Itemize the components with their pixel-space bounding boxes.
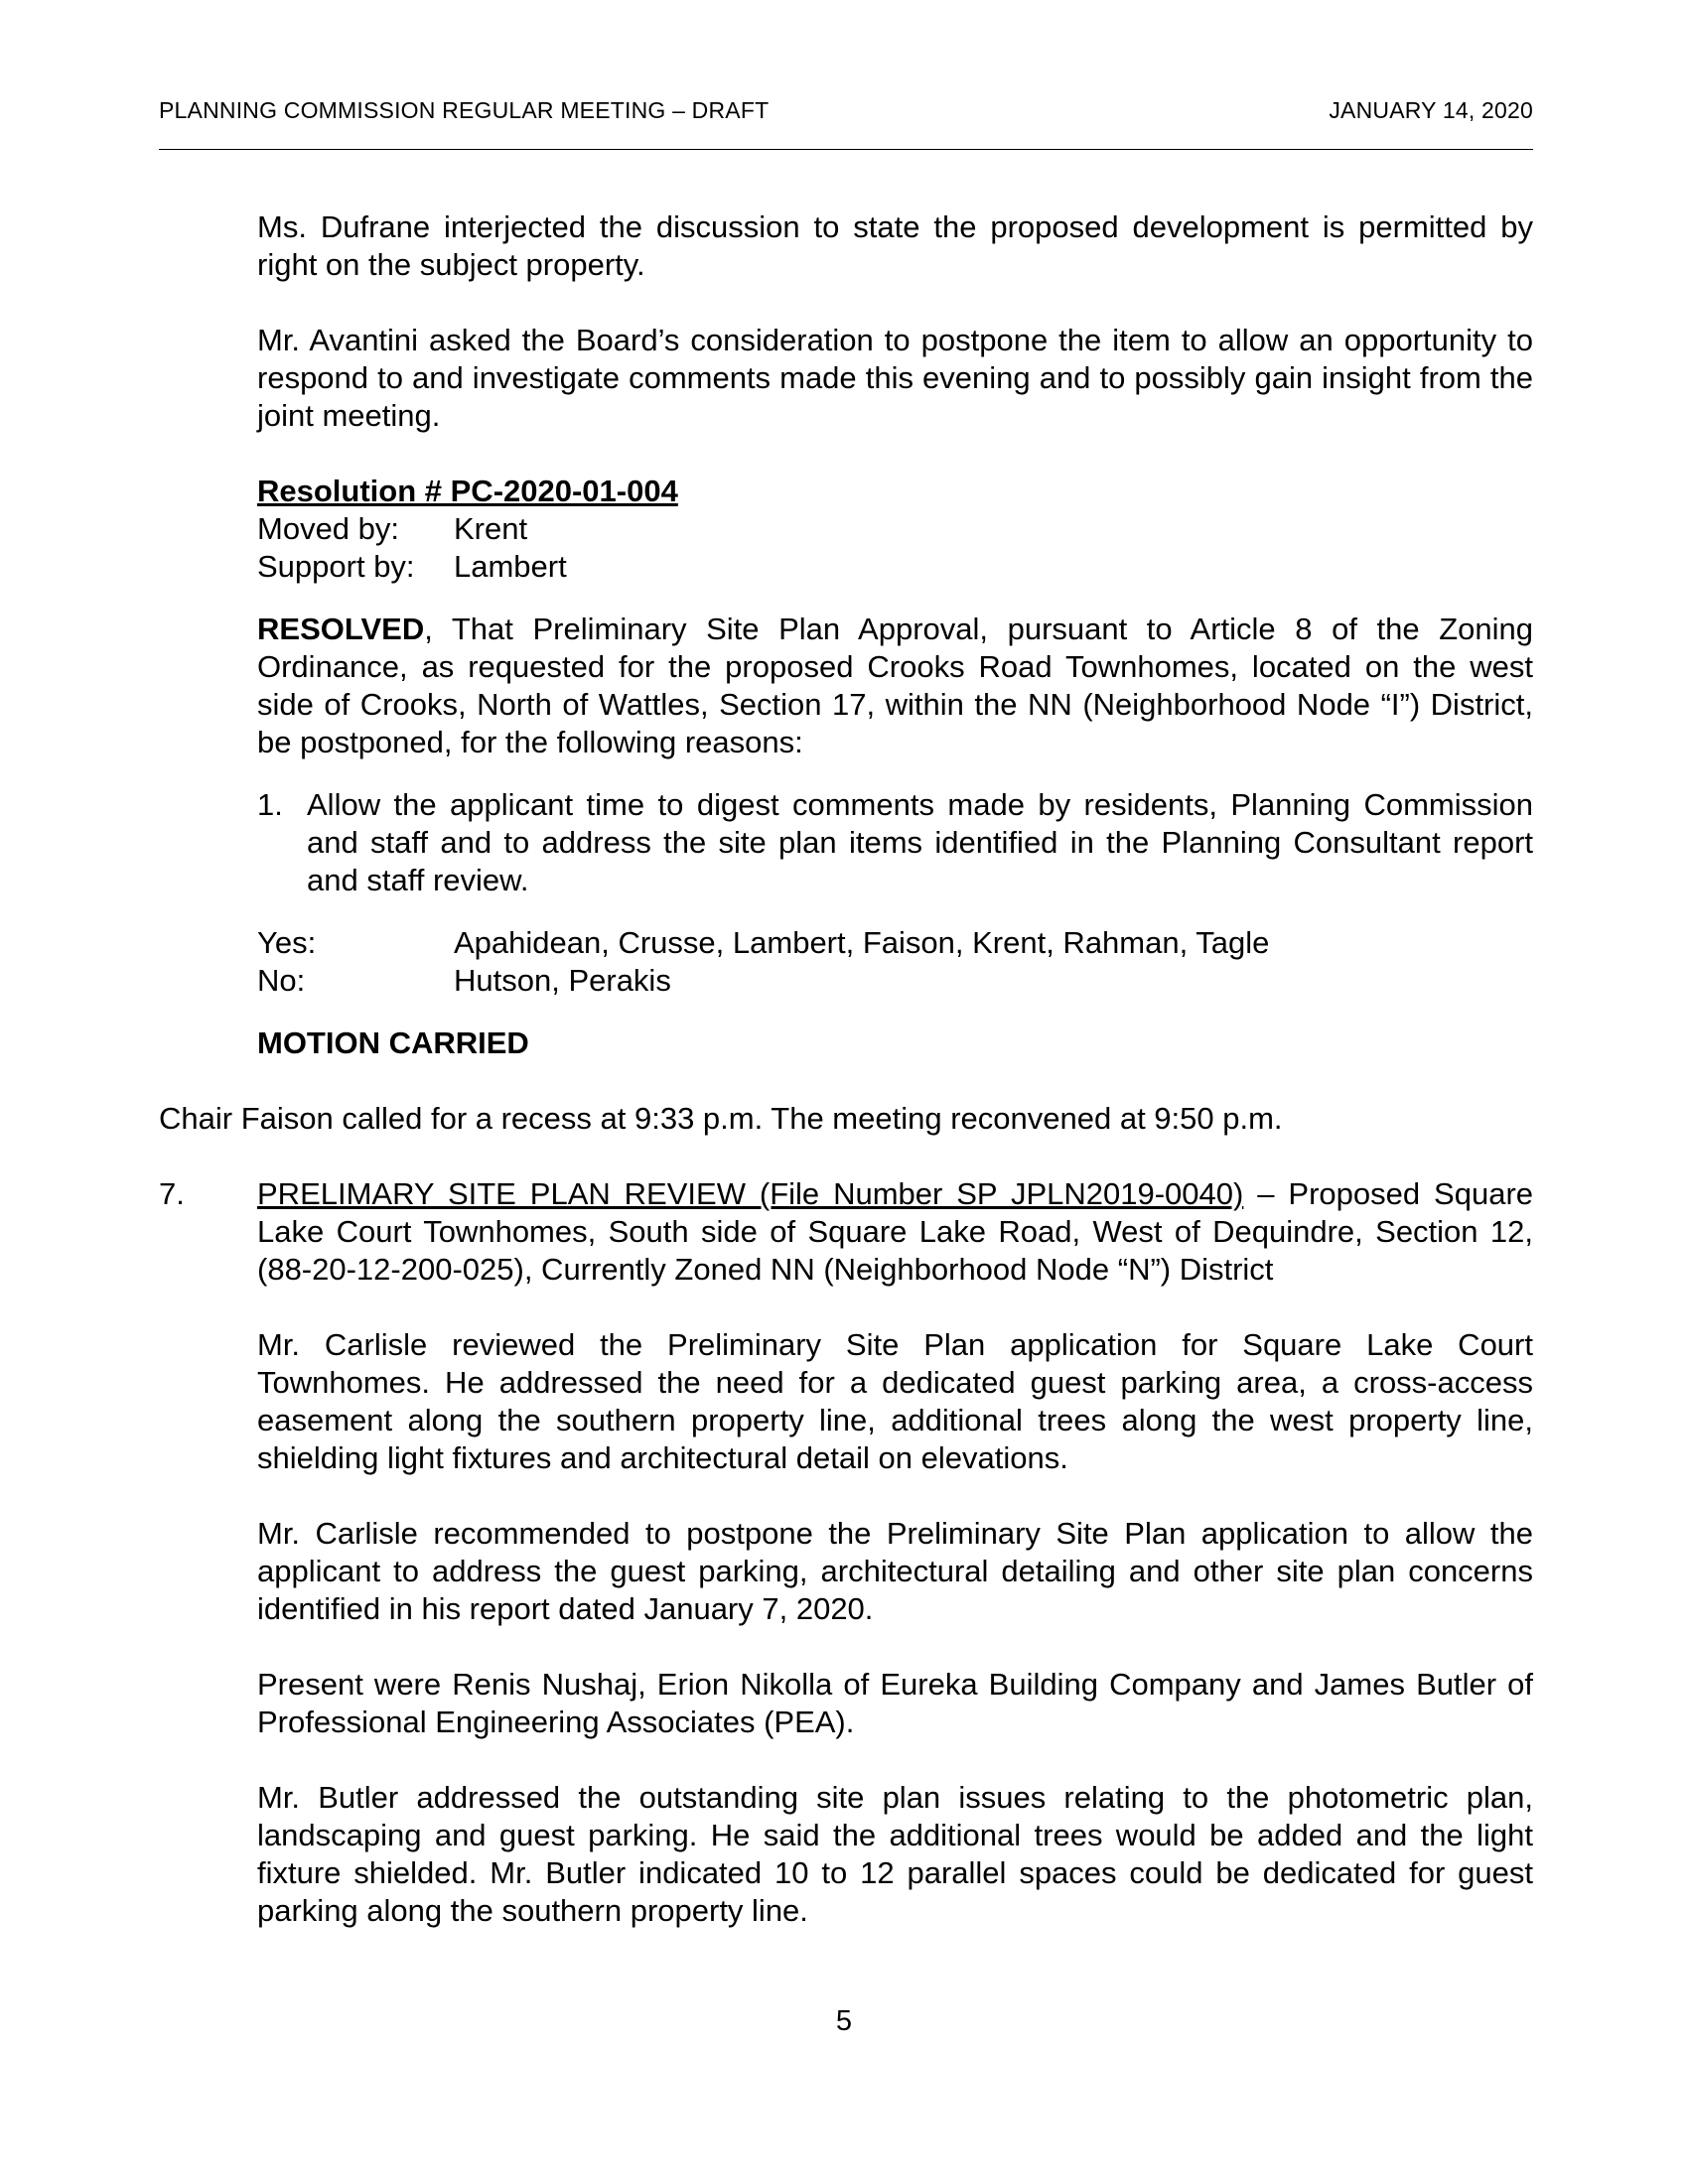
header-title: PLANNING COMMISSION REGULAR MEETING – DRAFT [159, 97, 770, 123]
moved-by-value: Krent [454, 511, 528, 546]
agenda-item-title [257, 1175, 1533, 1289]
paragraph-carlisle-review: Mr. Carlisle reviewed the Preliminary Site Plan application for Square Lake Court Townhomes. He addressed the need for a dedicated guest parking area, a cross-access easement along the southern property line, additional trees along the west property line, shielding light fixtures and architectural detail on elevations. [257, 1327, 1533, 1475]
agenda-item-title-underlined: PRELIMARY SITE PLAN REVIEW (File Number SP JPLN2019-0040) [257, 1176, 1244, 1211]
reason-list-item [257, 786, 1533, 899]
resolution-block [257, 473, 1533, 1062]
document-body [159, 208, 1533, 1930]
reason-text: Allow the applicant time to digest comments made by residents, Planning Commission and staff and to address the site plan items identified in the Planning Consultant report and staff review. [307, 787, 1533, 897]
motion-result: MOTION CARRIED [257, 1025, 529, 1060]
header-rule [159, 149, 1533, 150]
reason-number: 1. [257, 787, 283, 822]
paragraph-dufrane: Ms. Dufrane interjected the discussion to state the proposed development is permitted by right on the subject property. [257, 209, 1533, 282]
paragraph-avantini: Mr. Avantini asked the Board’s consideration to postpone the item to allow an opportunity to respond to and investigate comments made this evening and to possibly gain insight from the joint meeting. [257, 323, 1533, 433]
resolved-paragraph [257, 611, 1533, 761]
resolved-word: RESOLVED [257, 612, 425, 646]
resolved-text: , That Preliminary Site Plan Approval, pursuant to Article 8 of the Zoning Ordinance, as requested for the proposed Crooks Road Townhomes, located on the west side of Crooks, North of Wattles, Section 17, within the NN (Neighborhood Node “I”) District, be postponed, for the following reasons: [257, 612, 1533, 759]
paragraph-carlisle-recommend: Mr. Carlisle recommended to postpone the Preliminary Site Plan application to allow the applicant to address the guest parking, architectural detailing and other site plan concerns identified in his report dated January 7, 2020. [257, 1516, 1533, 1626]
vote-yes-names: Apahidean, Crusse, Lambert, Faison, Krent, Rahman, Tagle [454, 925, 1270, 960]
support-by-value: Lambert [454, 549, 567, 584]
support-by-label: Support by: [257, 549, 415, 584]
vote-no-names: Hutson, Perakis [454, 963, 671, 998]
support-by-row [257, 548, 1533, 586]
vote-yes-label: Yes: [257, 925, 317, 960]
header-date: JANUARY 14, 2020 [1329, 97, 1533, 123]
resolution-title: Resolution # PC-2020-01-004 [257, 474, 678, 508]
agenda-item-title-rest: – Proposed Square Lake Court Townhomes, South side of Square Lake Road, West of Dequindre, Section 12, (88-20-12-200-025), Currently Zoned NN (Neighborhood Node “N”) District [257, 1176, 1534, 1287]
vote-no-row [257, 962, 1533, 1000]
moved-by-label: Moved by: [257, 511, 400, 546]
recess-paragraph: Chair Faison called for a recess at 9:33 p.m. The meeting reconvened at 9:50 p.m. [159, 1101, 1283, 1136]
paragraph-butler: Mr. Butler addressed the outstanding site plan issues relating to the photometric plan, landscaping and guest parking. He said the additional trees would be added and the light fixture shielded. Mr. Butler indicated 10 to 12 parallel spaces could be dedicated for guest parking along the southern property line. [257, 1780, 1533, 1928]
paragraph-present: Present were Renis Nushaj, Erion Nikolla of Eureka Building Company and James Butler of Professional Engineering Associates (PEA). [257, 1667, 1533, 1739]
agenda-item-7 [159, 1175, 1533, 1289]
page-number: 5 [835, 2005, 853, 2037]
vote-no-label: No: [257, 963, 306, 998]
agenda-item-number: 7. [159, 1176, 185, 1211]
vote-yes-row [257, 924, 1533, 962]
moved-by-row [257, 510, 1533, 548]
